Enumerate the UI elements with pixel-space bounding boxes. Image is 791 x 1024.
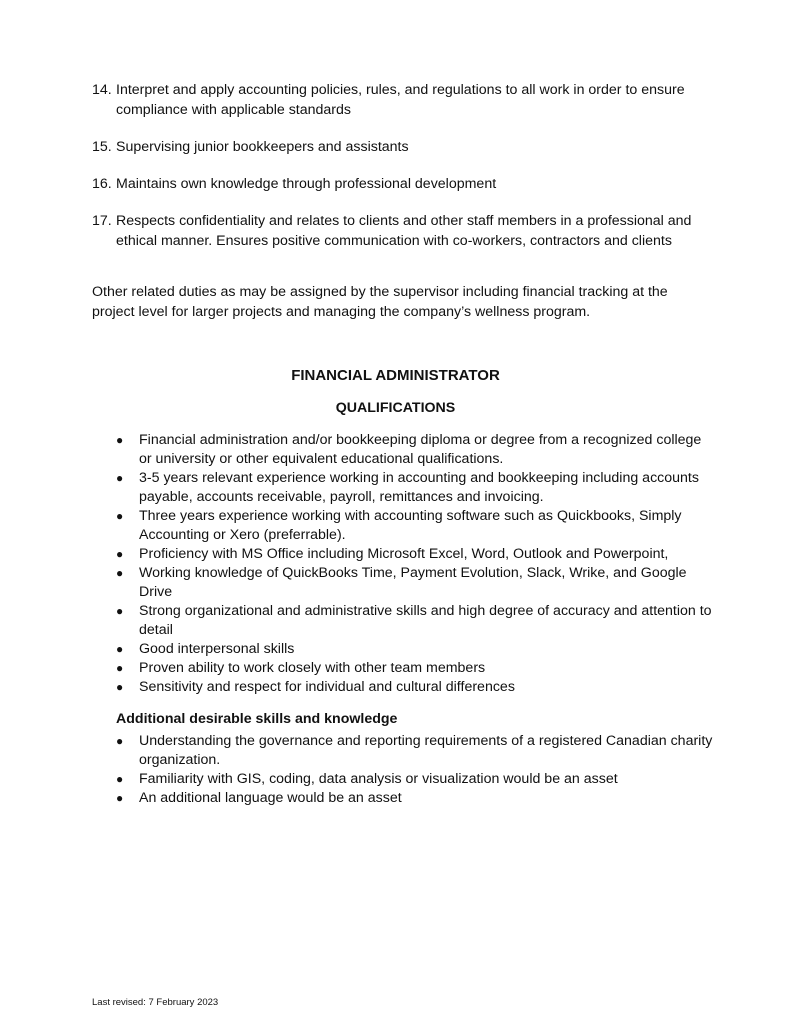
bullet-icon: ● — [116, 566, 124, 580]
item-number: 14. — [92, 82, 112, 98]
item-text: Financial administration and/or bookkeeping diploma or degree from a recognized college or university or other equivalent educational qualifications. — [139, 432, 702, 467]
item-text: Sensitivity and respect for individual and cultural differences — [139, 679, 515, 695]
bullet-icon: ● — [116, 433, 124, 447]
item-text: Proven ability to work closely with other team members — [139, 660, 486, 676]
qualifications-title: QUALIFICATIONS — [335, 400, 456, 416]
last-revised-footer: Last revised: 7 February 2023 — [92, 997, 219, 1008]
qualifications-list — [116, 431, 716, 697]
bullet-icon: ● — [116, 791, 124, 805]
other-duties-paragraph: Other related duties as may be assigned by the supervisor including financial tracking at the project level for larger projects and managing the company’s wellness program. — [92, 284, 668, 320]
list-item — [116, 469, 716, 507]
bullet-icon: ● — [116, 471, 124, 485]
bullet-icon: ● — [116, 734, 124, 748]
list-item — [116, 431, 716, 469]
bullet-icon: ● — [116, 661, 124, 675]
bullet-icon: ● — [116, 604, 124, 618]
list-item — [116, 507, 716, 545]
item-text: Strong organizational and administrative skills and high degree of accuracy and attention to detail — [139, 603, 712, 638]
list-item — [116, 732, 716, 770]
list-item — [116, 564, 716, 602]
additional-skills-title: Additional desirable skills and knowledge — [116, 711, 398, 727]
bullet-icon: ● — [116, 680, 124, 694]
bullet-icon: ● — [116, 772, 124, 786]
item-number: 17. — [92, 213, 112, 229]
list-item — [92, 211, 732, 251]
list-item — [92, 137, 732, 157]
bullet-icon: ● — [116, 547, 124, 561]
item-text: An additional language would be an asset — [139, 790, 402, 806]
bullet-icon: ● — [116, 509, 124, 523]
additional-skills-list — [116, 732, 716, 808]
list-item — [92, 174, 732, 194]
list-item — [116, 789, 716, 808]
item-text: 3-5 years relevant experience working in accounting and bookkeeping including accounts payable, accounts receivable, payroll, remittances and invoicing. — [139, 470, 699, 505]
item-number: 16. — [92, 176, 112, 192]
item-number: 15. — [92, 139, 112, 155]
item-text: Working knowledge of QuickBooks Time, Payment Evolution, Slack, Wrike, and Google Drive — [139, 565, 687, 600]
item-text: Proficiency with MS Office including Microsoft Excel, Word, Outlook and Powerpoint, — [139, 546, 669, 562]
item-text: Supervising junior bookkeepers and assistants — [116, 139, 409, 155]
item-text: Maintains own knowledge through professional development — [116, 176, 497, 192]
item-text: Good interpersonal skills — [139, 641, 295, 657]
numbered-duties-list — [92, 80, 732, 268]
item-text: Familiarity with GIS, coding, data analysis or visualization would be an asset — [139, 771, 618, 787]
item-text: Interpret and apply accounting policies, rules, and regulations to all work in order to ensure compliance with applicable standards — [116, 82, 685, 118]
list-item — [116, 602, 716, 640]
section-title: FINANCIAL ADMINISTRATOR — [291, 367, 500, 384]
list-item — [116, 770, 716, 789]
item-text: Three years experience working with accounting software such as Quickbooks, Simply Accounting or Xero (preferrable). — [139, 508, 682, 543]
list-item — [116, 545, 716, 564]
list-item — [92, 80, 732, 120]
list-item — [116, 659, 716, 678]
list-item — [116, 678, 716, 697]
list-item — [116, 640, 716, 659]
item-text: Respects confidentiality and relates to clients and other staff members in a professional and ethical manner. Ensures positive communication with co-workers, contractors and clients — [116, 213, 692, 249]
bullet-icon: ● — [116, 642, 124, 656]
item-text: Understanding the governance and reporting requirements of a registered Canadian charity organization. — [139, 733, 713, 768]
